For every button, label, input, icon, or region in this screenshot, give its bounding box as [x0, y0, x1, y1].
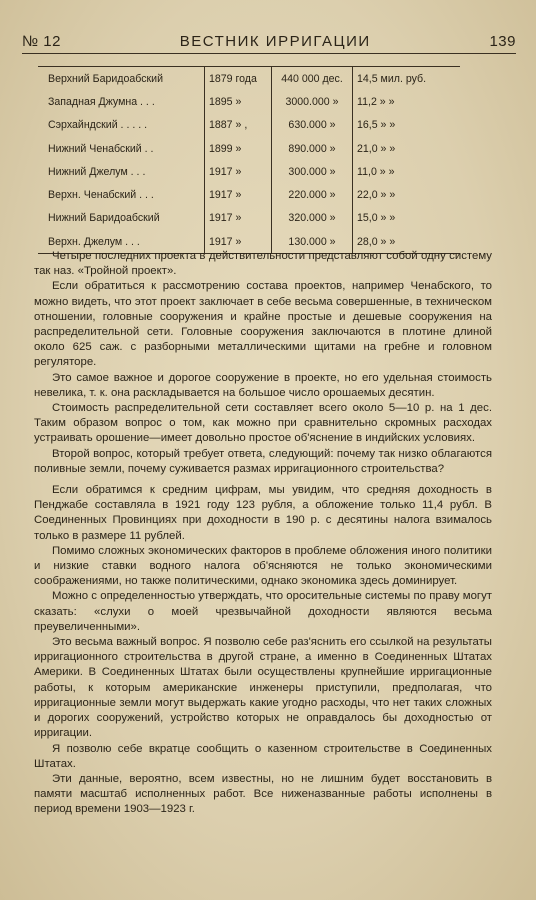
table-row — [38, 207, 460, 230]
year-cell: 1917 » — [205, 160, 272, 183]
project-name-cell: Нижний Ченабский . . — [48, 142, 154, 155]
cost-cell: 15,0 » » — [353, 207, 461, 230]
paragraph: Можно с определенностью утверждать, что оросительные системы по праву могут сказать: «слухи о моей чрезвычайной доходности являются весьма преувеличенными». — [34, 590, 492, 633]
table-row — [38, 137, 460, 160]
project-name-cell: Верхн. Ченабский . . . — [48, 189, 154, 202]
cost-cell: 11,2 » » — [353, 90, 461, 113]
paragraph: Если обратиться к рассмотрению состава проектов, например Ченабского, то можно видеть, что этот проект заключает в себе весьма совершенные, в техническом отношении, головные сооружения и крайне простые и дешевые сооружения на распределительной сети. Головные сооружения заключаются в плотине длиной около 625 саж. с разборными металлическими щитами на гребне и головном регуляторе. — [34, 280, 492, 369]
year-cell: 1917 » — [205, 207, 272, 230]
year-cell: 1887 » , — [205, 114, 272, 137]
paragraph: Если обратимся к средним цифрам, мы увидим, что средняя доходность в Пенджабе составляла в 1921 году 123 рубля, а обложение только 11,4 рубл. В Соединенных Провинциях при доходности в 190 р. с десятины налога взималось только в размере 11 рублей. — [34, 484, 492, 542]
projects-table — [38, 66, 460, 254]
cost-cell: 16,5 » » — [353, 114, 461, 137]
area-cell: 220.000 » — [272, 183, 353, 206]
paragraph: Я позволю себе вкратце сообщить о казенном строительстве в Соединенных Штатах. — [34, 742, 492, 770]
paragraph: Стоимость распределительной сети составляет всего около 5—10 р. на 1 дес. Таким образом вопрос о том, как можно при сравнительно скромных расходах устраивать орошение—имеет довольно простое об'яснение в индийских условиях. — [34, 402, 492, 445]
project-name-cell: Нижний Джелум . . . — [48, 165, 146, 178]
area-cell: 630.000 » — [272, 114, 353, 137]
paragraph: Эти данные, вероятно, всем известны, но не лишним будет восстановить в памяти масштаб исполненных работ. Все ниженазванные работы исполнены в период времени 1903—1923 г. — [34, 772, 492, 816]
table-row — [38, 183, 460, 206]
area-cell: 300.000 » — [272, 160, 353, 183]
year-cell: 1917 » — [205, 183, 272, 206]
journal-title: ВЕСТНИК ИРРИГАЦИИ — [179, 33, 371, 50]
project-name-cell: Сэрхайндский . . . . . — [48, 119, 148, 132]
cost-cell: 14,5 мил. руб. — [353, 67, 461, 91]
paragraph: Второй вопрос, который требует ответа, следующий: почему так низко облагаются поливные земли, почему суживается размах ирригационного строительства? — [34, 447, 492, 475]
year-cell: 1917 » — [205, 230, 272, 254]
table-row — [38, 67, 460, 91]
paragraph: Это весьма важный вопрос. Я позволю себе раз'яснить его ссылкой на результаты ирригационного строительства в другой стране, а именно в Соединенных Штатах Америки. В Соединенных Штатах были осуществлены крупнейшие ирригационные работы, к которым американские инженеры приступили, предполагая, что ирригационные земли могут выдержать какие угодно расходы, что нет таких сложных и дорогих сооружений, устройство которых не оправдалось бы доходностью от ирригации. — [34, 636, 492, 740]
area-cell: 890.000 » — [272, 137, 353, 160]
project-name-cell: Западная Джумна . . . — [48, 95, 155, 108]
project-name-cell: Верхн. Джелум . . . — [48, 235, 140, 248]
issue-number: № 12 — [22, 33, 61, 50]
project-name-cell: Нижний Баридоабский — [48, 212, 160, 225]
paragraph: Четыре последних проекта в действительности представляют собой одну систему так наз. «Тройной проект». — [34, 250, 492, 278]
cost-cell: 22,0 » » — [353, 183, 461, 206]
running-header — [22, 26, 516, 54]
area-cell: 3000.000 » — [272, 90, 353, 113]
year-cell: 1899 » — [205, 137, 272, 160]
project-name-cell: Верхний Баридоабский — [48, 72, 163, 85]
year-cell: 1895 » — [205, 90, 272, 113]
area-cell: 440 000 дес. — [272, 67, 353, 91]
year-cell: 1879 года — [205, 67, 272, 91]
table-row — [38, 114, 460, 137]
page-number: 139 — [489, 33, 516, 50]
table-row — [38, 90, 460, 113]
paragraph: Это самое важное и дорогое сооружение в проекте, но его удельная стоимость невелика, т. к. она раскладывается на большое число орошаемых десятин. — [34, 371, 492, 399]
paragraph: Помимо сложных экономических факторов в проблеме обложения иного политики и низкие ставки водного налога об'ясняются не только экономическими соображениями, но также политическими, однако экономика здесь доминирует. — [34, 544, 492, 588]
cost-cell: 21,0 » » — [353, 137, 461, 160]
article-text — [34, 249, 492, 818]
area-cell: 130.000 » — [272, 230, 353, 254]
cost-cell: 11,0 » » — [353, 160, 461, 183]
cost-cell: 28,0 » » — [353, 230, 461, 254]
table-row — [38, 160, 460, 183]
area-cell: 320.000 » — [272, 207, 353, 230]
